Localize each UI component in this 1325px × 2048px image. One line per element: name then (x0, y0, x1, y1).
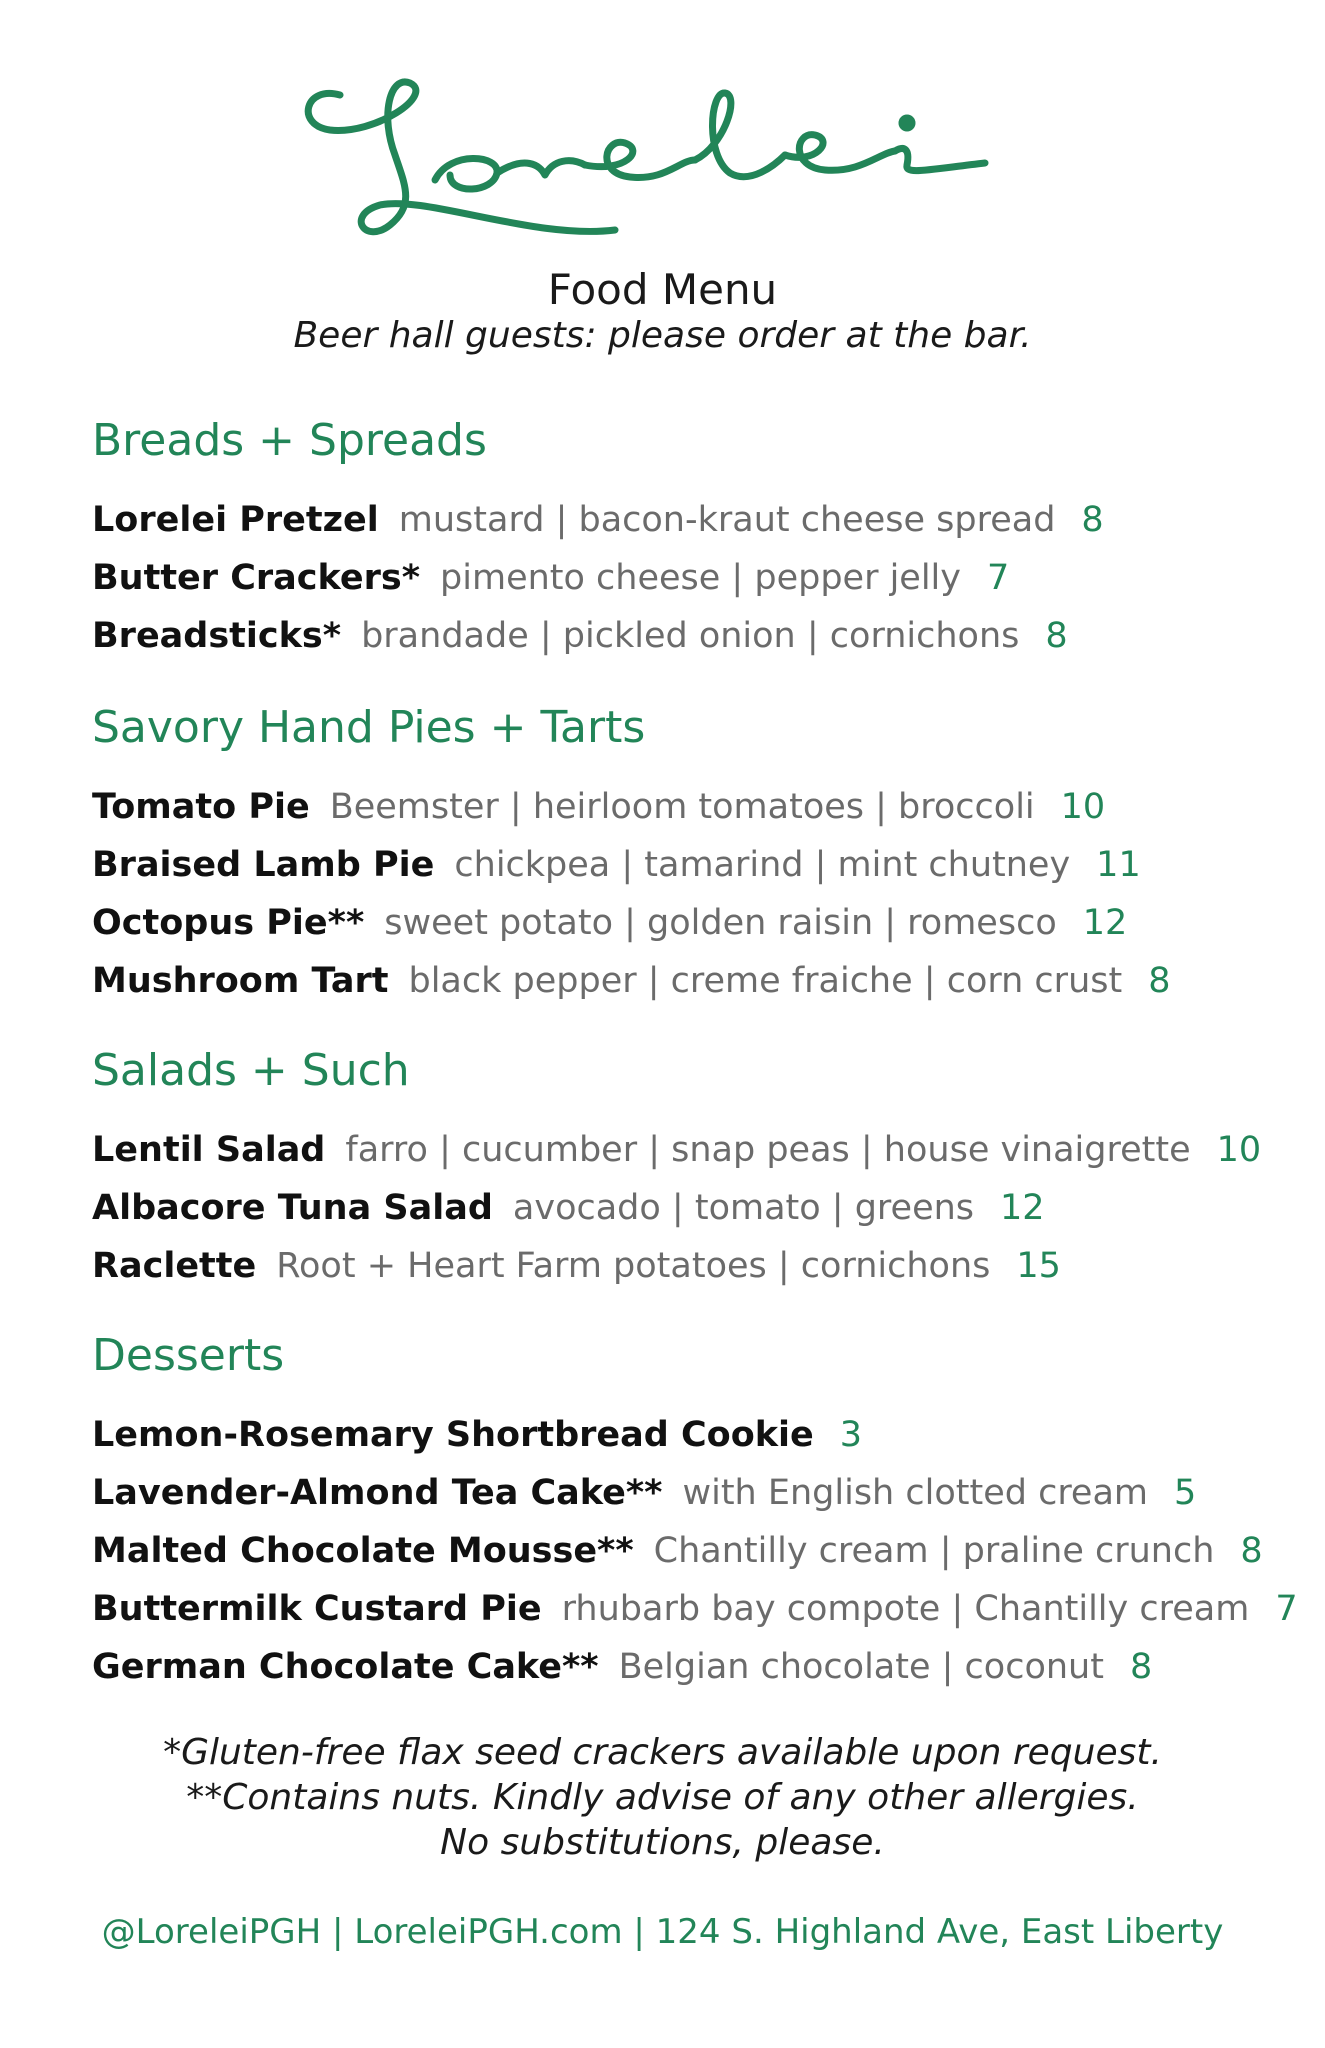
menu-title: Food Menu (547, 265, 778, 314)
footnotes (0, 1730, 1325, 1865)
item-name: Mushroom Tart (92, 961, 389, 1001)
menu-item (92, 490, 1104, 548)
item-description: with English clotted cream (682, 1473, 1149, 1513)
menu-item (92, 1579, 1298, 1637)
item-price: 10 (1060, 787, 1106, 827)
item-name: Lorelei Pretzel (92, 500, 379, 540)
item-name: Braised Lamb Pie (92, 845, 435, 885)
menu-item (92, 893, 1171, 951)
lorelei-logo (285, 55, 1025, 255)
menu-item (92, 1463, 1298, 1521)
footnote-gluten-free: *Gluten-free flax seed crackers available upon request. (163, 1732, 1162, 1773)
item-price: 11 (1096, 845, 1141, 885)
menu-item (92, 951, 1171, 1009)
menu-item (92, 1405, 1298, 1463)
item-price: 7 (1275, 1589, 1298, 1629)
item-price: 8 (1148, 961, 1171, 1001)
item-description: Root + Heart Farm potatoes | cornichons (276, 1246, 991, 1286)
item-name: German Chocolate Cake** (92, 1647, 599, 1687)
item-description: farro | cucumber | snap peas | house vinaigrette (345, 1130, 1191, 1170)
footnote-nuts: **Contains nuts. Kindly advise of any other allergies. (186, 1777, 1139, 1818)
item-price: 8 (1240, 1531, 1263, 1571)
item-description: pimento cheese | pepper jelly (440, 558, 961, 598)
item-name: Buttermilk Custard Pie (92, 1589, 542, 1629)
item-price: 15 (1016, 1246, 1061, 1286)
item-name: Lavender-Almond Tea Cake** (92, 1473, 663, 1513)
menu-item (92, 606, 1104, 664)
item-name: Breadsticks* (92, 616, 342, 656)
item-price: 8 (1081, 500, 1104, 540)
item-price: 8 (1045, 616, 1068, 656)
item-name: Lemon-Rosemary Shortbread Cookie (92, 1415, 814, 1455)
item-name: Tomato Pie (92, 787, 310, 827)
item-price: 12 (1082, 903, 1128, 943)
item-price: 8 (1129, 1647, 1153, 1687)
item-description: black pepper | creme fraiche | corn crust (408, 961, 1123, 1001)
menu-item (92, 1120, 1261, 1178)
section-salads-such (92, 1045, 1261, 1294)
menu-item (92, 777, 1171, 835)
item-price: 7 (987, 558, 1010, 598)
footnote-substitutions: No substitutions, please. (440, 1822, 885, 1863)
item-description: rhubarb bay compote | Chantilly cream (561, 1589, 1250, 1629)
item-description: sweet potato | golden raisin | romesco (384, 903, 1057, 943)
menu-item (92, 548, 1104, 606)
section-desserts (92, 1330, 1298, 1695)
item-price: 12 (1000, 1188, 1045, 1228)
item-name: Raclette (92, 1246, 257, 1286)
item-description: mustard | bacon-kraut cheese spread (398, 500, 1056, 540)
menu-item (92, 1637, 1298, 1695)
lorelei-script-logo (285, 55, 1025, 255)
footer-contact: @LoreleiPGH | LoreleiPGH.com | 124 S. Highland Ave, East Liberty (101, 1912, 1224, 1952)
item-name: Butter Crackers* (92, 558, 421, 598)
menu-item (92, 835, 1171, 893)
item-description: brandade | pickled onion | cornichons (361, 616, 1020, 656)
section-title: Breads + Spreads (92, 415, 487, 466)
item-price: 5 (1174, 1473, 1197, 1513)
item-description: Belgian chocolate | coconut (618, 1647, 1104, 1687)
item-price: 10 (1216, 1130, 1262, 1170)
section-title: Savory Hand Pies + Tarts (92, 702, 646, 753)
section-savory-pies-tarts (92, 702, 1171, 1009)
menu-item (92, 1178, 1261, 1236)
item-description: Beemster | heirloom tomatoes | broccoli (329, 787, 1035, 827)
item-description: avocado | tomato | greens (512, 1188, 975, 1228)
item-name: Octopus Pie** (92, 903, 365, 943)
section-breads-spreads (92, 415, 1104, 664)
menu-subtitle: Beer hall guests: please order at the bar. (293, 315, 1032, 356)
item-description: Chantilly cream | praline crunch (653, 1531, 1215, 1571)
item-name: Albacore Tuna Salad (92, 1188, 493, 1228)
item-description: chickpea | tamarind | mint chutney (454, 845, 1071, 885)
section-title: Salads + Such (92, 1045, 410, 1096)
menu-item (92, 1521, 1298, 1579)
section-title: Desserts (92, 1330, 285, 1381)
item-name: Malted Chocolate Mousse** (92, 1531, 634, 1571)
item-name: Lentil Salad (92, 1130, 326, 1170)
menu-item (92, 1236, 1261, 1294)
item-price: 3 (839, 1415, 863, 1455)
